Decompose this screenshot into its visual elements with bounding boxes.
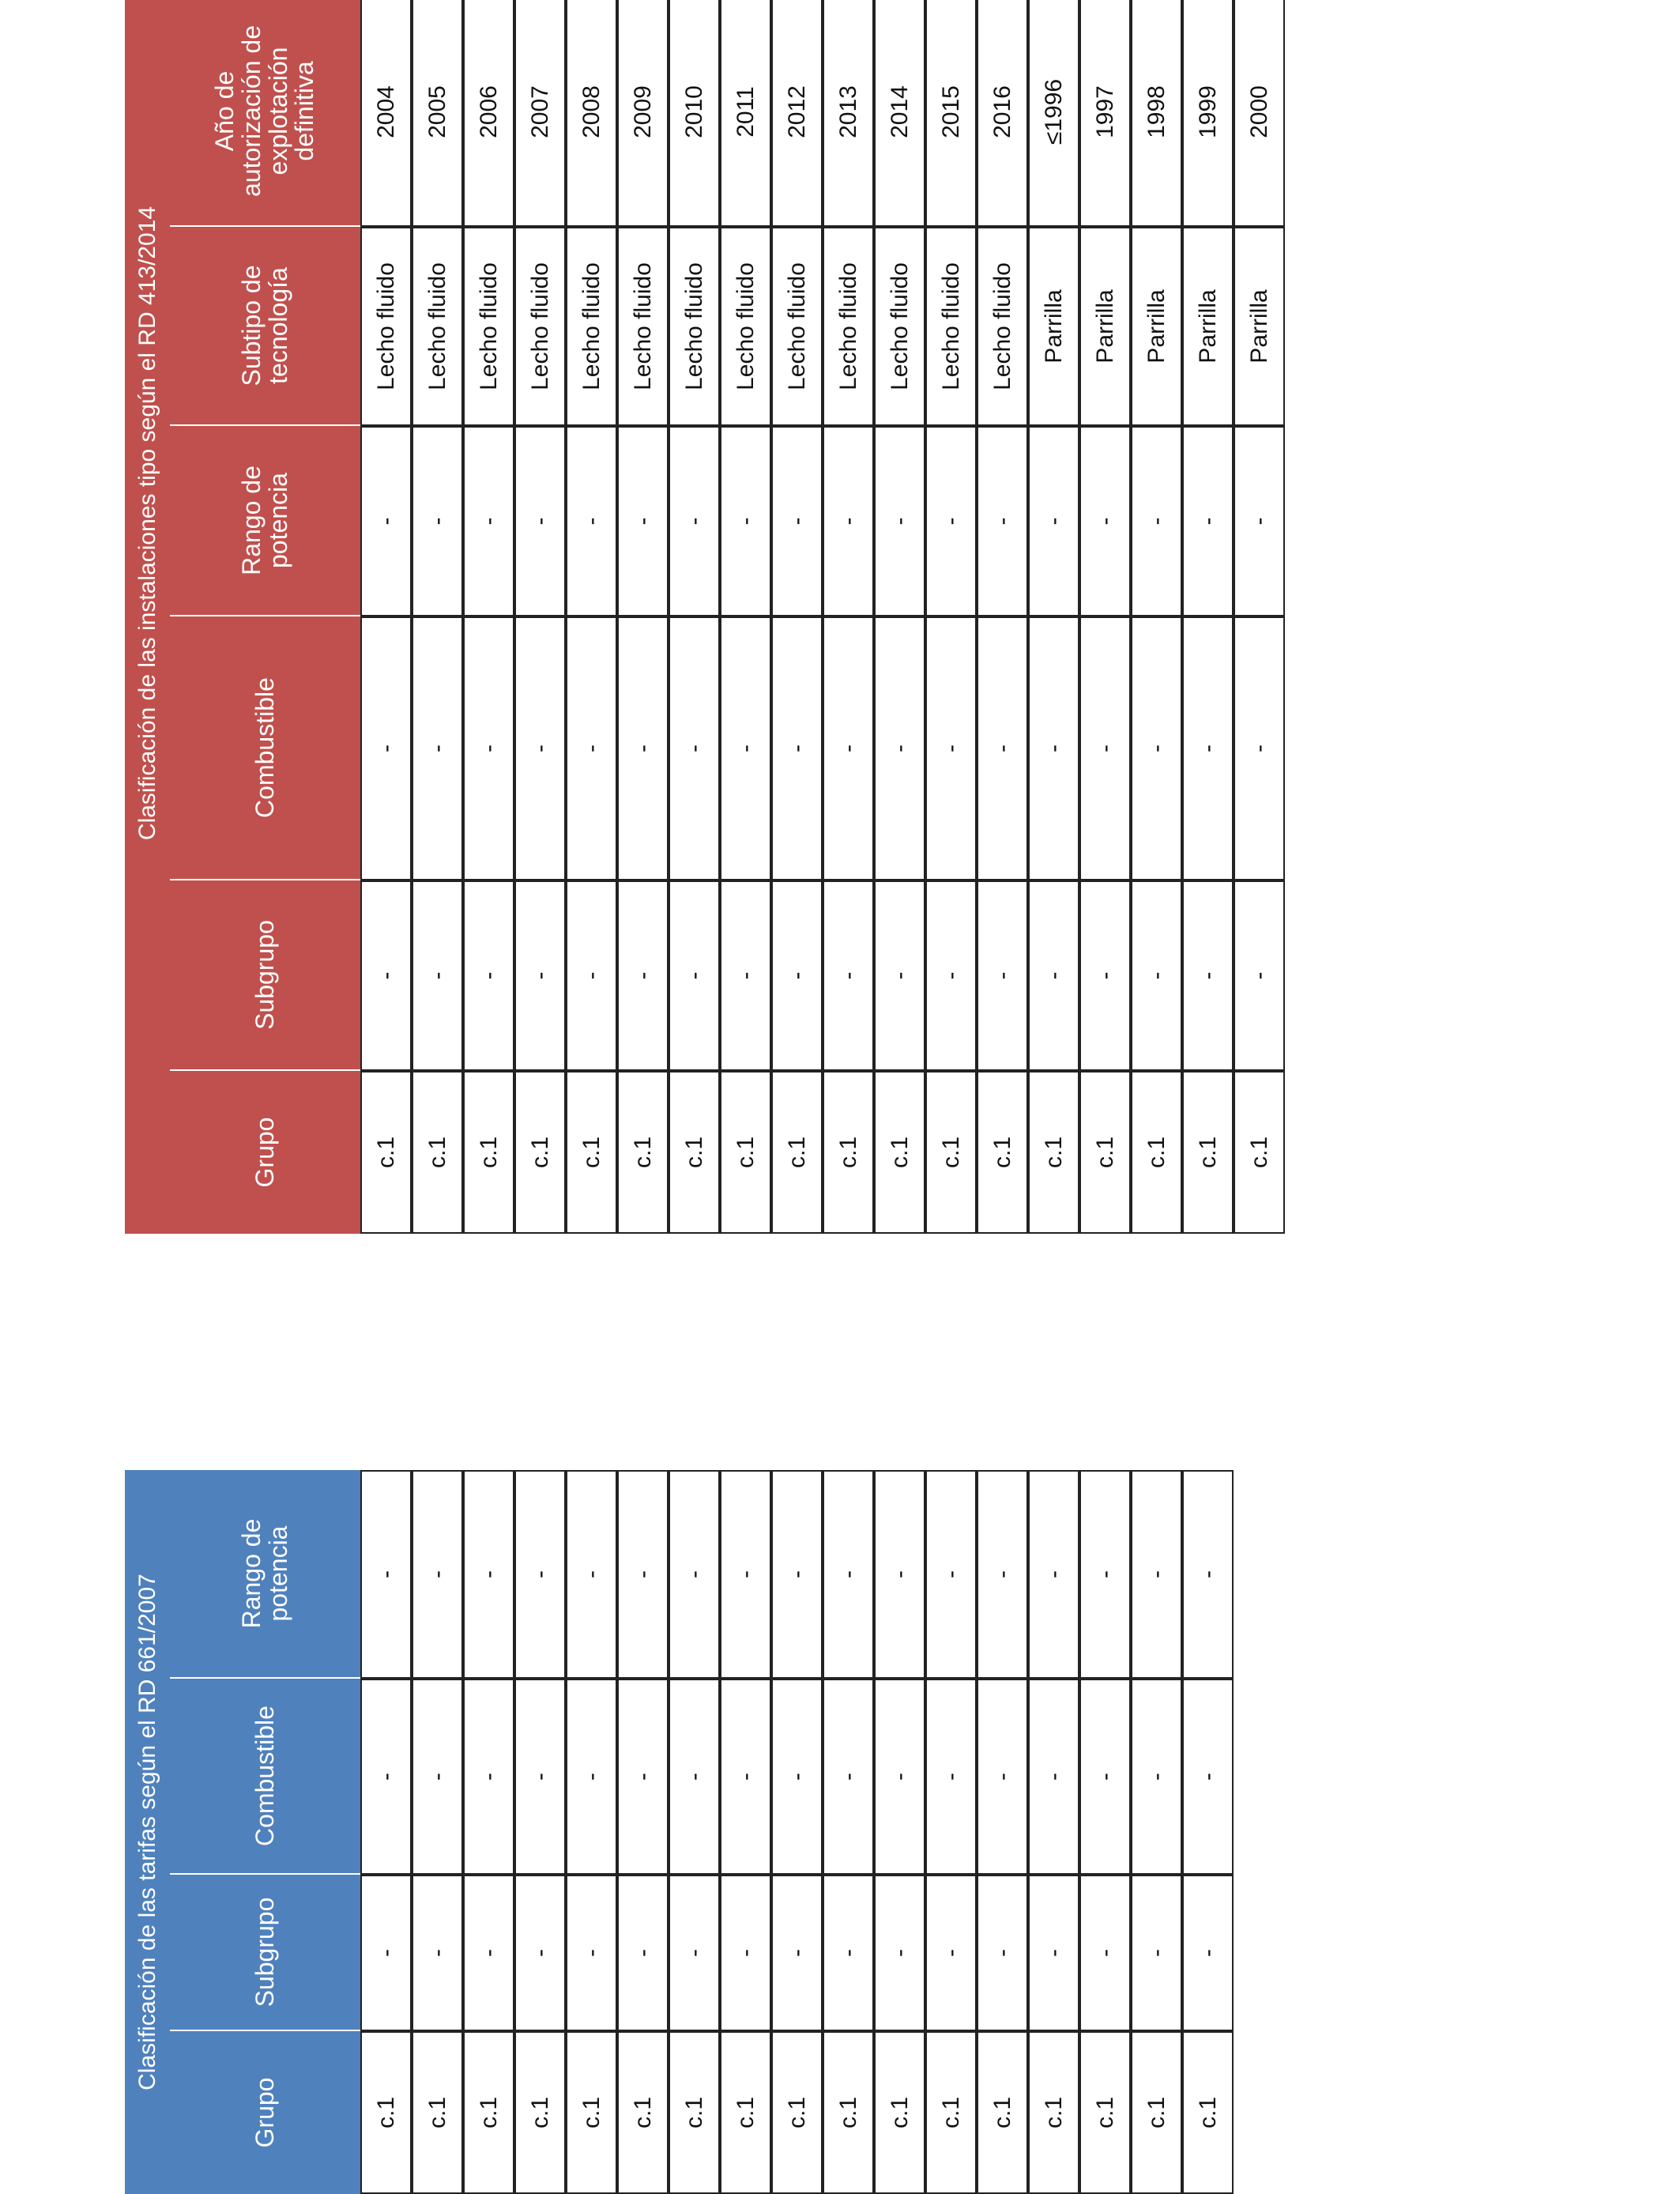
left-cell-r6-c3: - <box>669 1470 720 1679</box>
right-cell-r4-c2: - <box>566 616 617 880</box>
right-cell-r10-c5: 2014 <box>874 0 925 227</box>
right-cell-r12-c5: 2016 <box>977 0 1028 227</box>
right-header-0: Grupo <box>170 1071 360 1234</box>
right-cell-r13-c0: c.1 <box>1028 1071 1079 1234</box>
left-cell-r12-c1: - <box>977 1875 1028 2031</box>
right-header-4: Subtipo de tecnología <box>170 227 360 426</box>
left-cell-r5-c1: - <box>617 1875 669 2031</box>
right-cell-r11-c0: c.1 <box>925 1071 977 1234</box>
left-cell-r9-c2: - <box>823 1679 874 1875</box>
right-cell-r4-c1: - <box>566 880 617 1071</box>
right-cell-r4-c0: c.1 <box>566 1071 617 1234</box>
left-cell-r7-c3: - <box>720 1470 771 1679</box>
right-cell-r10-c2: - <box>874 616 925 880</box>
right-cell-r14-c3: - <box>1079 426 1131 616</box>
left-cell-r12-c2: - <box>977 1679 1028 1875</box>
right-cell-r4-c4: Lecho fluido <box>566 227 617 426</box>
right-cell-r3-c0: c.1 <box>514 1071 566 1234</box>
left-cell-r10-c1: - <box>874 1875 925 2031</box>
left-cell-r8-c2: - <box>771 1679 823 1875</box>
right-cell-r13-c4: Parrilla <box>1028 227 1079 426</box>
left-cell-r8-c1: - <box>771 1875 823 2031</box>
right-cell-r9-c0: c.1 <box>823 1071 874 1234</box>
left-cell-r13-c0: c.1 <box>1028 2031 1079 2194</box>
right-cell-r14-c1: - <box>1079 880 1131 1071</box>
left-cell-r15-c2: - <box>1131 1679 1182 1875</box>
right-cell-r6-c3: - <box>669 426 720 616</box>
right-cell-r11-c3: - <box>925 426 977 616</box>
right-cell-r16-c0: c.1 <box>1182 1071 1234 1234</box>
right-cell-r0-c5: 2004 <box>360 0 412 227</box>
left-cell-r1-c1: - <box>412 1875 463 2031</box>
right-cell-r17-c0: c.1 <box>1234 1071 1285 1234</box>
left-cell-r5-c3: - <box>617 1470 669 1679</box>
right-cell-r0-c2: - <box>360 616 412 880</box>
left-cell-r13-c2: - <box>1028 1679 1079 1875</box>
right-header-3: Rango de potencia <box>170 426 360 616</box>
left-cell-r1-c0: c.1 <box>412 2031 463 2194</box>
right-cell-r16-c4: Parrilla <box>1182 227 1234 426</box>
right-cell-r6-c1: - <box>669 880 720 1071</box>
right-cell-r17-c5: 2000 <box>1234 0 1285 227</box>
left-table-title: Clasificación de las tarifas según el RD 661/2007 <box>125 1470 170 2194</box>
left-cell-r4-c3: - <box>566 1470 617 1679</box>
right-cell-r4-c5: 2008 <box>566 0 617 227</box>
right-cell-r14-c2: - <box>1079 616 1131 880</box>
right-cell-r6-c5: 2010 <box>669 0 720 227</box>
left-cell-r1-c3: - <box>412 1470 463 1679</box>
left-cell-r13-c3: - <box>1028 1470 1079 1679</box>
left-cell-r6-c0: c.1 <box>669 2031 720 2194</box>
left-cell-r9-c3: - <box>823 1470 874 1679</box>
left-cell-r5-c2: - <box>617 1679 669 1875</box>
left-header-3: Rango de potencia <box>170 1470 360 1679</box>
left-cell-r6-c1: - <box>669 1875 720 2031</box>
right-cell-r16-c1: - <box>1182 880 1234 1071</box>
right-cell-r5-c2: - <box>617 616 669 880</box>
right-cell-r14-c4: Parrilla <box>1079 227 1131 426</box>
left-cell-r15-c1: - <box>1131 1875 1182 2031</box>
instalaciones-rd413-table <box>0 0 1285 1234</box>
left-cell-r3-c3: - <box>514 1470 566 1679</box>
right-cell-r12-c3: - <box>977 426 1028 616</box>
right-cell-r0-c3: - <box>360 426 412 616</box>
right-cell-r13-c3: - <box>1028 426 1079 616</box>
right-cell-r14-c0: c.1 <box>1079 1071 1131 1234</box>
left-cell-r11-c0: c.1 <box>925 2031 977 2194</box>
right-cell-r4-c3: - <box>566 426 617 616</box>
right-cell-r7-c4: Lecho fluido <box>720 227 771 426</box>
left-cell-r4-c2: - <box>566 1679 617 1875</box>
left-cell-r0-c3: - <box>360 1470 412 1679</box>
left-header-0: Grupo <box>170 2031 360 2194</box>
left-cell-r14-c2: - <box>1079 1679 1131 1875</box>
left-cell-r8-c3: - <box>771 1470 823 1679</box>
right-cell-r15-c3: - <box>1131 426 1182 616</box>
right-cell-r13-c2: - <box>1028 616 1079 880</box>
left-header-2: Combustible <box>170 1679 360 1875</box>
right-cell-r3-c5: 2007 <box>514 0 566 227</box>
right-cell-r1-c5: 2005 <box>412 0 463 227</box>
right-cell-r15-c2: - <box>1131 616 1182 880</box>
right-cell-r5-c3: - <box>617 426 669 616</box>
right-cell-r16-c5: 1999 <box>1182 0 1234 227</box>
right-cell-r17-c3: - <box>1234 426 1285 616</box>
right-cell-r2-c3: - <box>463 426 514 616</box>
right-cell-r3-c4: Lecho fluido <box>514 227 566 426</box>
left-cell-r16-c2: - <box>1182 1679 1234 1875</box>
right-cell-r1-c2: - <box>412 616 463 880</box>
right-cell-r8-c3: - <box>771 426 823 616</box>
right-cell-r3-c2: - <box>514 616 566 880</box>
left-cell-r16-c0: c.1 <box>1182 2031 1234 2194</box>
left-cell-r15-c3: - <box>1131 1470 1182 1679</box>
left-cell-r2-c2: - <box>463 1679 514 1875</box>
left-cell-r3-c1: - <box>514 1875 566 2031</box>
left-cell-r15-c0: c.1 <box>1131 2031 1182 2194</box>
left-header-1: Subgrupo <box>170 1875 360 2031</box>
right-cell-r9-c3: - <box>823 426 874 616</box>
right-cell-r14-c5: 1997 <box>1079 0 1131 227</box>
right-cell-r15-c1: - <box>1131 880 1182 1071</box>
right-cell-r5-c5: 2009 <box>617 0 669 227</box>
right-cell-r13-c1: - <box>1028 880 1079 1071</box>
right-cell-r8-c2: - <box>771 616 823 880</box>
right-cell-r7-c5: 2011 <box>720 0 771 227</box>
right-cell-r11-c1: - <box>925 880 977 1071</box>
right-cell-r3-c3: - <box>514 426 566 616</box>
tarifas-rd661-table <box>0 1470 1234 2194</box>
right-cell-r0-c0: c.1 <box>360 1071 412 1234</box>
right-cell-r7-c0: c.1 <box>720 1071 771 1234</box>
right-cell-r5-c0: c.1 <box>617 1071 669 1234</box>
right-cell-r12-c0: c.1 <box>977 1071 1028 1234</box>
right-cell-r17-c4: Parrilla <box>1234 227 1285 426</box>
right-cell-r12-c4: Lecho fluido <box>977 227 1028 426</box>
left-cell-r10-c2: - <box>874 1679 925 1875</box>
left-cell-r0-c0: c.1 <box>360 2031 412 2194</box>
right-cell-r5-c4: Lecho fluido <box>617 227 669 426</box>
left-cell-r9-c1: - <box>823 1875 874 2031</box>
left-cell-r6-c2: - <box>669 1679 720 1875</box>
left-cell-r0-c1: - <box>360 1875 412 2031</box>
left-cell-r12-c3: - <box>977 1470 1028 1679</box>
left-cell-r10-c0: c.1 <box>874 2031 925 2194</box>
left-cell-r7-c1: - <box>720 1875 771 2031</box>
left-cell-r14-c3: - <box>1079 1470 1131 1679</box>
left-cell-r5-c0: c.1 <box>617 2031 669 2194</box>
right-cell-r9-c1: - <box>823 880 874 1071</box>
right-cell-r2-c1: - <box>463 880 514 1071</box>
right-cell-r11-c2: - <box>925 616 977 880</box>
left-cell-r7-c0: c.1 <box>720 2031 771 2194</box>
right-cell-r12-c1: - <box>977 880 1028 1071</box>
right-table-title: Clasificación de las instalaciones tipo según el RD 413/2014 <box>125 0 170 1234</box>
right-cell-r17-c1: - <box>1234 880 1285 1071</box>
right-cell-r9-c5: 2013 <box>823 0 874 227</box>
right-cell-r0-c1: - <box>360 880 412 1071</box>
right-cell-r2-c4: Lecho fluido <box>463 227 514 426</box>
right-cell-r15-c5: 1998 <box>1131 0 1182 227</box>
right-cell-r1-c3: - <box>412 426 463 616</box>
left-cell-r12-c0: c.1 <box>977 2031 1028 2194</box>
left-cell-r3-c0: c.1 <box>514 2031 566 2194</box>
right-cell-r7-c1: - <box>720 880 771 1071</box>
left-cell-r9-c0: c.1 <box>823 2031 874 2194</box>
left-cell-r11-c3: - <box>925 1470 977 1679</box>
left-cell-r7-c2: - <box>720 1679 771 1875</box>
right-cell-r10-c4: Lecho fluido <box>874 227 925 426</box>
right-cell-r8-c5: 2012 <box>771 0 823 227</box>
right-cell-r17-c2: - <box>1234 616 1285 880</box>
right-cell-r10-c3: - <box>874 426 925 616</box>
right-cell-r6-c4: Lecho fluido <box>669 227 720 426</box>
left-cell-r8-c0: c.1 <box>771 2031 823 2194</box>
right-cell-r0-c4: Lecho fluido <box>360 227 412 426</box>
right-header-5: Año de autorización de explotación definitiva <box>170 0 360 227</box>
right-cell-r12-c2: - <box>977 616 1028 880</box>
right-cell-r2-c2: - <box>463 616 514 880</box>
right-cell-r7-c3: - <box>720 426 771 616</box>
right-cell-r1-c4: Lecho fluido <box>412 227 463 426</box>
left-cell-r11-c2: - <box>925 1679 977 1875</box>
left-cell-r16-c1: - <box>1182 1875 1234 2031</box>
right-cell-r8-c0: c.1 <box>771 1071 823 1234</box>
right-cell-r11-c5: 2015 <box>925 0 977 227</box>
right-cell-r8-c1: - <box>771 880 823 1071</box>
left-cell-r2-c3: - <box>463 1470 514 1679</box>
right-cell-r5-c1: - <box>617 880 669 1071</box>
left-cell-r1-c2: - <box>412 1679 463 1875</box>
right-cell-r11-c4: Lecho fluido <box>925 227 977 426</box>
right-cell-r10-c1: - <box>874 880 925 1071</box>
left-cell-r3-c2: - <box>514 1679 566 1875</box>
right-cell-r15-c4: Parrilla <box>1131 227 1182 426</box>
left-cell-r11-c1: - <box>925 1875 977 2031</box>
right-cell-r1-c1: - <box>412 880 463 1071</box>
left-cell-r13-c1: - <box>1028 1875 1079 2031</box>
right-cell-r9-c2: - <box>823 616 874 880</box>
right-cell-r1-c0: c.1 <box>412 1071 463 1234</box>
right-header-1: Subgrupo <box>170 880 360 1071</box>
left-cell-r4-c1: - <box>566 1875 617 2031</box>
left-cell-r14-c0: c.1 <box>1079 2031 1131 2194</box>
left-cell-r2-c1: - <box>463 1875 514 2031</box>
left-cell-r14-c1: - <box>1079 1875 1131 2031</box>
left-cell-r16-c3: - <box>1182 1470 1234 1679</box>
left-cell-r0-c2: - <box>360 1679 412 1875</box>
right-cell-r2-c5: 2006 <box>463 0 514 227</box>
right-cell-r2-c0: c.1 <box>463 1071 514 1234</box>
right-cell-r8-c4: Lecho fluido <box>771 227 823 426</box>
right-cell-r9-c4: Lecho fluido <box>823 227 874 426</box>
right-cell-r6-c2: - <box>669 616 720 880</box>
right-cell-r6-c0: c.1 <box>669 1071 720 1234</box>
right-cell-r10-c0: c.1 <box>874 1071 925 1234</box>
left-cell-r4-c0: c.1 <box>566 2031 617 2194</box>
right-header-2: Combustible <box>170 616 360 880</box>
right-cell-r16-c3: - <box>1182 426 1234 616</box>
right-cell-r7-c2: - <box>720 616 771 880</box>
right-cell-r13-c5: ≤1996 <box>1028 0 1079 227</box>
left-cell-r10-c3: - <box>874 1470 925 1679</box>
right-cell-r16-c2: - <box>1182 616 1234 880</box>
right-cell-r3-c1: - <box>514 880 566 1071</box>
left-cell-r2-c0: c.1 <box>463 2031 514 2194</box>
right-cell-r15-c0: c.1 <box>1131 1071 1182 1234</box>
